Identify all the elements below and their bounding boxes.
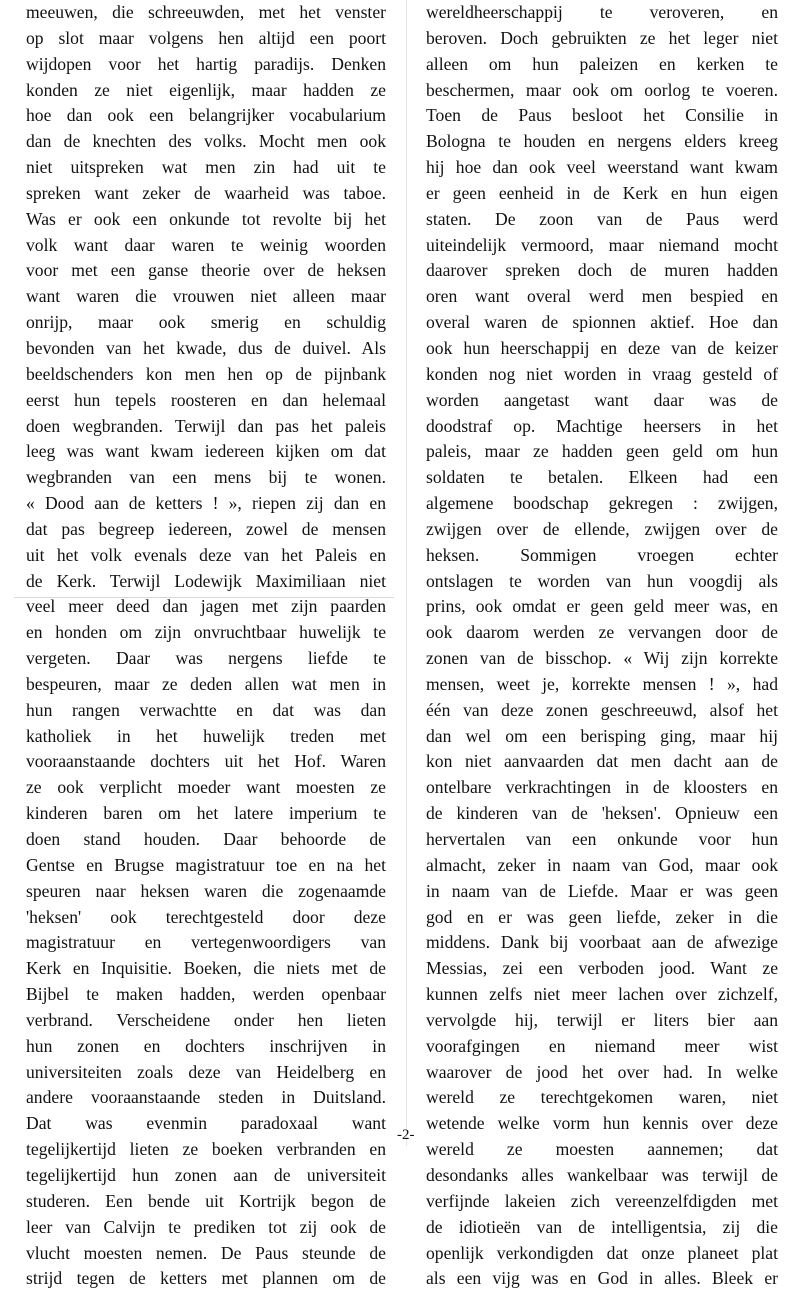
right-column-line: beroven. Doch gebruikten ze het leger niet [426, 27, 778, 48]
left-column-line: dat pas begreep iedereen, zowel de mensen [26, 518, 386, 539]
right-column-line: mensen, weet je, korrekte mensen ! », had [426, 673, 778, 694]
left-column-line: want waren die vrouwen niet alleen maar [26, 286, 386, 307]
right-column-line: heksen. Sommigen vroegen echter [426, 544, 778, 565]
right-column-line: ontelbare verkrachtingen in de kloosters en [426, 777, 778, 798]
left-column-line: doen wegbranden. Terwijl dan pas het paleis [26, 415, 386, 436]
right-column-line: uiteindelijk vermoord, maar niemand mocht [426, 234, 778, 255]
left-column-line: kinderen baren om het latere imperium te [26, 803, 386, 824]
right-column-line: algemene boodschap gekregen : zwijgen, [426, 493, 778, 514]
column-divider [406, 0, 407, 1146]
right-column-line: overal waren de spionnen aktief. Hoe dan [426, 312, 778, 333]
left-column-line: konden ze niet eigenlijk, maar hadden ze [26, 79, 386, 100]
left-column-line: universiteiten zoals deze van Heidelberg en [26, 1061, 386, 1082]
right-column-line: kunnen zelfs niet meer lachen over zichzelf, [426, 984, 778, 1005]
right-column-line: almacht, zeker in naam van God, maar ook [426, 854, 778, 875]
left-column-line: bevonden van het kwade, dus de duivel. Als [26, 337, 386, 358]
left-column-line: hun zonen en dochters inschrijven in [26, 1035, 386, 1056]
left-column-line: tegelijkertijd lieten ze boeken verbranden en [26, 1139, 386, 1160]
left-column-line: studeren. Een bende uit Kortrijk begon de [26, 1190, 386, 1211]
left-column-line: op slot maar volgens hen altijd een poort [26, 27, 386, 48]
left-column-line: katholiek in het huwelijk treden met [26, 725, 386, 746]
right-column-line: wetende welke vorm hun kennis over deze [426, 1113, 778, 1134]
left-text-column [26, 0, 386, 1292]
right-column-line: worden aangetast want daar was de [426, 389, 778, 410]
left-column-line: wegbranden van een mens bij te wonen. [26, 467, 386, 488]
left-column-line: beeldschenders kon men hen op de pijnbank [26, 363, 386, 384]
right-column-line: openlijk verkondigden dat onze planeet plat [426, 1242, 778, 1263]
left-column-line: 'heksen' ook terechtgesteld door deze [26, 906, 386, 927]
right-column-line: paleis, maar ze hadden geen geld om hun [426, 441, 778, 462]
right-column-line: dan wel om een berisping ging, maar hij [426, 725, 778, 746]
right-column-line: de idiotieën van de intelligentsia, zij die [426, 1216, 778, 1237]
right-column-line: verfijnde lakeien zich vereenzelfdigden met [426, 1190, 778, 1211]
left-column-line: onrijp, maar ook smerig en schuldig [26, 312, 386, 333]
right-column-line: beschermen, maar ook om oorlog te voeren. [426, 79, 778, 100]
left-column-line: strijd tegen de ketters met plannen om de [26, 1268, 386, 1289]
left-column-line: Was er ook een onkunde tot revolte bij het [26, 208, 386, 229]
left-column-line: hun rangen verwachtte en dat was dan [26, 699, 386, 720]
right-column-line: Messias, zei een verboden jood. Want ze [426, 958, 778, 979]
right-column-line: wereld ze moesten aannemen; dat [426, 1139, 778, 1160]
left-column-line: wijdopen voor het hartig paradijs. Denken [26, 53, 386, 74]
right-column-line: één van deze zonen geschreeuwd, alsof het [426, 699, 778, 720]
right-column-line: wereldheerschappij te veroveren, en [426, 2, 778, 22]
right-column-line: ook daarom werden ze vervangen door de [426, 622, 778, 643]
right-column-line: als een vijg was en God in alles. Bleek er [426, 1268, 778, 1289]
left-column-line: bespeuren, maar ze deden allen wat men in [26, 673, 386, 694]
right-column-line: vervolgde hij, terwijl er liters bier aan [426, 1009, 778, 1030]
left-column-line: Gentse en Brugse magistratuur toe en na het [26, 854, 386, 875]
left-column-line: Bijbel te maken hadden, werden openbaar [26, 984, 386, 1005]
right-column-line: desondanks alles wankelbaar was terwijl de [426, 1164, 778, 1185]
right-column-line: zwijgen over de ellende, zwijgen over de [426, 518, 778, 539]
right-column-line: er geen eenheid in de Kerk en hun eigen [426, 182, 778, 203]
right-column-line: daarover spreken doch de muren hadden [426, 260, 778, 281]
left-column-line: leer van Calvijn te prediken tot zij ook de [26, 1216, 386, 1237]
right-text-column [426, 0, 778, 1292]
right-column-line: Toen de Paus besloot het Consilie in [426, 105, 778, 126]
left-column-line: magistratuur en vertegenwoordigers van [26, 932, 386, 953]
left-column-line: verbrand. Verscheidene onder hen lieten [26, 1009, 386, 1030]
left-column-line: Dat was evenmin paradoxaal want [26, 1113, 386, 1134]
left-column-line: voor met een ganse theorie over de heksen [26, 260, 386, 281]
right-column-line: kon niet aanvaarden dat men dacht aan de [426, 751, 778, 772]
right-column-line: de kinderen van de 'heksen'. Opnieuw een [426, 803, 778, 824]
right-column-line: waarover de jood het over had. In welke [426, 1061, 778, 1082]
left-column-line: doen stand houden. Daar behoorde de [26, 829, 386, 849]
right-column-line: zonen van de bisschop. « Wij zijn korrekte [426, 648, 778, 669]
left-column-line: speuren naar heksen waren die zogenaamde [26, 880, 386, 901]
right-column-line: hervertalen van een onkunde voor hun [426, 829, 778, 849]
left-column-line: Kerk en Inquisitie. Boeken, die niets met de [26, 958, 386, 979]
left-column-line: « Dood aan de ketters ! », riepen zij dan en [26, 493, 386, 514]
left-column-line: tegelijkertijd hun zonen aan de universiteit [26, 1164, 386, 1185]
left-column-line: veel meer deed dan jagen met zijn paarden [26, 596, 386, 617]
right-column-line: doodstraf op. Machtige heersers in het [426, 415, 778, 436]
right-column-line: staten. De zoon van de Paus werd [426, 208, 778, 229]
left-column-line: hoe dan ook een belangrijker vocabularium [26, 105, 386, 126]
left-column-line: meeuwen, die schreeuwden, met het venster [26, 2, 386, 22]
right-column-line: middens. Dank bij voorbaat aan de afwezige [426, 932, 778, 953]
right-column-line: Bologna te houden en nergens elders kreeg [426, 131, 778, 152]
right-column-line: god en er was geen liefde, zeker in die [426, 906, 778, 927]
left-column-line: en honden om zijn onvruchtbaar huwelijk te [26, 622, 386, 643]
right-column-line: alleen om hun paleizen en kerken te [426, 53, 778, 74]
left-column-line: andere vooraanstaande steden in Duitsland. [26, 1087, 386, 1108]
left-column-line: de Kerk. Terwijl Lodewijk Maximiliaan niet [26, 570, 386, 591]
left-column-line: ze ook verplicht moeder want moesten ze [26, 777, 386, 798]
page-number: -2- [397, 1127, 415, 1143]
right-column-line: in naam van de Liefde. Maar er was geen [426, 880, 778, 901]
left-column-line: vergeten. Daar was nergens liefde te [26, 648, 386, 669]
right-column-line: prins, ook omdat er geen geld meer was, en [426, 596, 778, 617]
left-column-line: vlucht moesten nemen. De Paus steunde de [26, 1242, 386, 1263]
right-column-line: soldaten te betalen. Elkeen had een [426, 467, 778, 488]
left-column-line: spreken want zeker de waarheid was taboe. [26, 182, 386, 203]
left-column-line: vooraanstaande dochters uit het Hof. Waren [26, 751, 386, 772]
right-column-line: wereld ze terechtgekomen waren, niet [426, 1087, 778, 1108]
right-column-line: hij hoe dan ook veel weerstand want kwam [426, 157, 778, 178]
right-column-line: voorafgingen en niemand meer wist [426, 1035, 778, 1056]
right-column-line: ook hun heerschappij en deze van de keizer [426, 337, 778, 358]
left-column-line: niet uitspreken wat men zin had uit te [26, 157, 386, 178]
right-column-line: konden nog niet worden in vraag gesteld of [426, 363, 778, 384]
right-column-line: oren want overal werd men bespied en [426, 286, 778, 307]
right-column-line: ontslagen te worden van hun voogdij als [426, 570, 778, 591]
left-column-line: dan de knechten des volks. Mocht men ook [26, 131, 386, 152]
left-column-line: leeg was want kwam iedereen kijken om dat [26, 441, 386, 462]
left-column-line: volk want daar waren te weinig woorden [26, 234, 386, 255]
left-column-line: uit het volk evenals deze van het Paleis en [26, 544, 386, 565]
left-column-line: eerst hun tepels roosteren en dan helemaal [26, 389, 386, 410]
